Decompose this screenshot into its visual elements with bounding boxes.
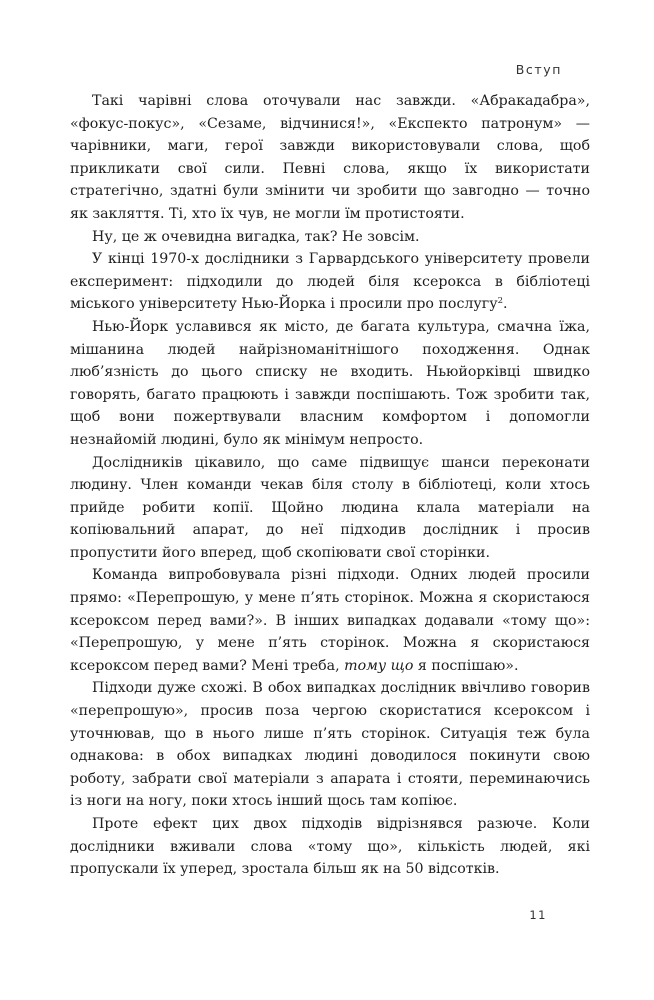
paragraph-text: Такі чарівні слова оточували нас завжди. «Абракадабра», «фокус-покус», «Сезаме, відчинися!», «Експекто патронум» — чарівники, маги, герої завжди використовували слова, щоб прикликати свої сили. Певні слова, якщо їх використати стратегічно, здатні були змінити чи зробити що завгодно — точно як закляття. Ті, хто їх чув, не могли їм протистояти. xyxy=(70,93,590,222)
paragraph-text: У кінці 1970-х дослідники з Гарвардського університету провели експеримент: підходили до людей біля ксерокса в бібліотеці міського університету Нью-Йорка і просили про послугу xyxy=(70,251,590,313)
page-number: 11 xyxy=(529,908,547,922)
footnote-ref: 2 xyxy=(497,296,503,307)
paragraph-text: Дослідників цікавило, що саме підвищує шанси переконати людину. Член команди чекав біля столу в бібліотеці, коли хтось прийде робити копії. Щойно людина клала матеріали на копіювальний апарат, до неї підходив дослідник і просив пропустити його вперед, щоб скопіювати свої сторінки. xyxy=(70,454,590,561)
paragraph-7 xyxy=(70,677,590,813)
paragraph-3 xyxy=(70,248,590,316)
paragraph-2 xyxy=(70,226,590,249)
paragraph-text-end: я поспішаю». xyxy=(413,657,519,674)
running-head: Вступ xyxy=(515,62,562,77)
paragraph-text-end: . xyxy=(502,296,508,313)
paragraph-5 xyxy=(70,452,590,565)
paragraph-text: Проте ефект цих двох підходів відрізнявся разюче. Коли дослідники вживали слова «тому що», кількість людей, які пропускали їх уперед, зростала більш як на 50 відсотків. xyxy=(70,816,590,878)
paragraph-text: Підходи дуже схожі. В обох випадках дослідник ввічливо говорив «перепрошую», просив поза чергою скористатися ксероксом і уточнював, що в нього лише п’ять сторінок. Ситуація теж була однакова: в обох випадках людині доводилося покинути свою роботу, забрати свої матеріали з апарата і стояти, переминаючись із ноги на ногу, поки хтось інший щось там копіює. xyxy=(70,680,590,810)
paragraph-6 xyxy=(70,564,590,677)
paragraph-text: Команда випробовувала різні підходи. Одних людей просили прямо: «Перепрошую, у мене п’ять сторінок. Можна я скористаюся ксероксом перед вами?». В інших випадках додавали «тому що»: «Перепрошую, у мене п’ять сторінок. Можна я скористаюся ксероксом перед вами? Мені треба, xyxy=(70,567,590,674)
emphasis-text: тому що xyxy=(344,657,414,674)
paragraph-1 xyxy=(70,90,590,226)
paragraph-text: Ну, це ж очевидна вигадка, так? Не зовсім. xyxy=(92,228,420,245)
paragraph-4 xyxy=(70,316,590,452)
body-text xyxy=(70,90,590,881)
paragraph-text: Нью-Йорк уславився як місто, де багата культура, смачна їжа, мішанина людей найрізноманітнішого походження. Однак люб’язність до цього списку не входить. Ньюйорківці швидко говорять, багато працюють і завжди поспішають. Тож зробити так, щоб вони пожертвували власним комфортом і допомогли незнайомій людині, було як мінімум непросто. xyxy=(70,318,590,448)
paragraph-8 xyxy=(70,813,590,881)
